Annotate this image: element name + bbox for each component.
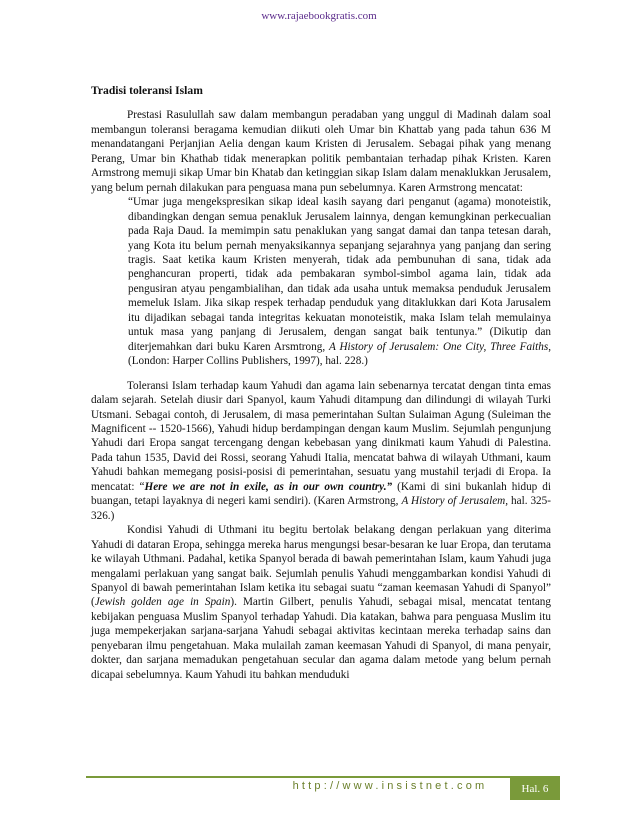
article-body bbox=[91, 84, 551, 682]
footer-divider bbox=[86, 776, 560, 778]
paragraph-3-text: Kondisi Yahudi di Uthmani itu begitu bertolak belakang dengan perlakuan yang diterima Yahudi di dataran Eropa, sehingga mereka harus mengungsi besar-besaran ke luar Eropa, dan terutama ke wilayah Uthmani. Padahal, ketika Spanyol berada di bawah pemerintahan Islam, kaum Yahudi juga mengalami perlakuan yang sangat baik. Sejumlah penulis Yahudi menggambarkan kondisi Yahudi di Spanyol di bawah pemerintahan Islam ketika itu sebagai suatu “zaman keemasan Yahudi di Spanyol” ( bbox=[91, 524, 551, 609]
quote-text: “Umar juga mengekspresikan sikap ideal kasih sayang dari penganut (agama) monoteistik, dibandingkan dengan semua penakluk Jerusalem lainnya, dengan kemungkinan perkecualian pada Raja Daud. Ia memimpin satu penaklukan yang sangat damai dan tanpa tetesan darah, yang Kota itu belum pernah menyaksikannya sepanjang sejarahnya yang panjang dan sering tragis. Saat ketika kaum Kristen menyerah, tidak ada pembunuhan di sana, tidak ada penghancuran properti, tidak ada pembakaran symbol-simbol agama lain, tidak ada pengusiran atyau pengambialihan, dan tidak ada usaha untuk memaksa penduduk Jerusalem memeluk Islam. Jika sikap respek terhadap penduduk yang ditaklukkan dari Kota Jarusalem itu dijadikan sebagai tanda integritas kekuatan monoteistik, maka Islam telah memulainya untuk masa yang panjang di Jerusalem, dengan sangat baik tentunya.” bbox=[128, 196, 551, 339]
quote-citation-post: , (London: Harper Collins Publishers, 1997), hal. 228.) bbox=[128, 340, 552, 368]
header-watermark-url[interactable]: www.rajaebookgratis.com bbox=[261, 10, 377, 22]
paragraph-2-text: Toleransi Islam terhadap kaum Yahudi dan agama lain sebenarnya tercatat dengan tinta emas dalam sejarah. Setelah diusir dari Spanyol, kaum Yahudi ditampung dan dilindungi di wilayah Turki Utsmani. Sebagai contoh, di Jerusalem, di masa pemerintahan Sultan Sulaiman Agung (Suleiman the Magnificent -- 1520-1566), Yahudi hidup berdampingan dengan kaum Muslim. Sejumlah pengunjung Yahudi dari Eropa sangat tercengang dengan kebebasan yang dinikmati kaum Yahudi di Palestina. Pada tahun 1535, David dei Rossi, seorang Yahudi Italia, mencatat bahwa di wilayah Uthmani, kaum Yahudi bahkan memegang posisi-posisi di pemerintahan, sesuatu yang mustahil terjadi di Eropa. Ia mencatat: “ bbox=[91, 379, 551, 493]
paragraph-3-italic-term: Jewish golden age in Spain bbox=[94, 596, 231, 609]
footer-website-link[interactable]: http://www.insistnet.com bbox=[292, 780, 488, 792]
page-number-badge: Hal. 6 bbox=[510, 778, 560, 800]
section-heading: Tradisi toleransi Islam bbox=[91, 84, 203, 97]
paragraph-2-quote: Here we are not in exile, as in our own country.” bbox=[144, 480, 393, 493]
paragraph-2-book-title: A History of Jerusalem, bbox=[401, 495, 509, 508]
block-quote bbox=[128, 195, 551, 368]
paragraph-2 bbox=[91, 379, 551, 524]
quote-citation-book-title: A History of Jerusalem: One City, Three Faiths bbox=[328, 340, 549, 353]
paragraph-2-translation: (Kami di sini bukanlah hidup di buangan, tetapi layaknya di negeri kami sendiri). (Karen Armstrong, bbox=[91, 480, 552, 508]
paragraph-3 bbox=[91, 523, 551, 682]
paragraph-3-continuation: ). Martin Gilbert, penulis Yahudi, sebagai misal, mencatat tentang kebijakan penguasa Muslim Spanyol terhadap Yahudi. Dia katakan, bahwa para penguasa Muslim itu juga mempekerjakan sarjana-sarjana Yahudi sebagai aktivitas kecintaan mereka terhadap sains dan penyebaran ilmu pengetahuan. Maka mulailah zaman keemasan Yahudi di Spanyol, di mana penyair, dokter, dan sarjana memadukan pengetahuan secular dan agama dalam metode yang belum pernah dicapai sebelumnya. Kaum Yahudi itu bahkan menduduki bbox=[91, 596, 551, 681]
paragraph-2-page-ref: hal. 325-326.) bbox=[91, 495, 551, 522]
paragraph-1: Prestasi Rasulullah saw dalam membangun peradaban yang unggul di Madinah dalam soal membangun toleransi beragama kemudian diikuti oleh Umar bin Khattab yang pada tahun 636 M menandatangani Perjanjian Aelia dengan kaum Kristen di Jerusalem. Sebagai pihak yang menang Perang, Umar bin Khathab tidak menerapkan politik pembantaian terhadap pihak Kristen. Karen Armstrong memuji sikap Umar bin Khatab dan ketinggian sikap Islam dalam menaklukkan Jerusalem, yang belum pernah dilakukan para penguasa mana pun sebelumnya. Karen Armstrong mencatat: bbox=[91, 109, 551, 194]
quote-citation-pre: (Dikutip dan diterjemahkan dari buku Karen Arsmtrong, bbox=[128, 326, 552, 353]
